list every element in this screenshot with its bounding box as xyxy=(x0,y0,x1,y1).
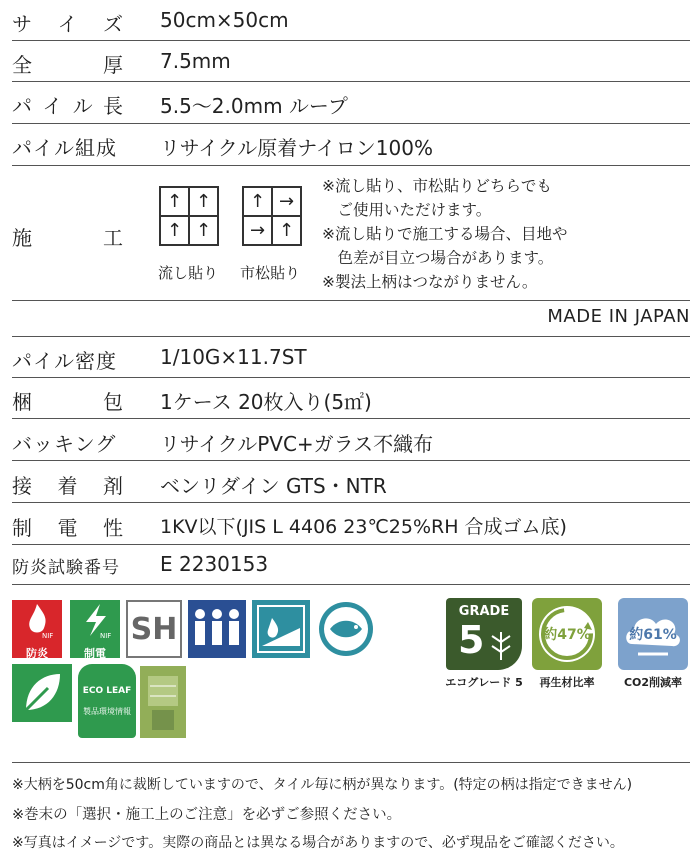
water-drop-icon xyxy=(252,600,310,658)
made-in-label: MADE IN JAPAN xyxy=(547,306,690,327)
label-char: サ xyxy=(12,12,33,36)
co2-reduction-label: CO2削減率 xyxy=(623,676,683,689)
note-line: ※製法上柄はつながりません。 xyxy=(322,273,538,291)
co2-percent: 約61% xyxy=(629,627,677,643)
eco-grade-icon xyxy=(446,598,522,670)
static-label: 制電 xyxy=(84,647,106,660)
eco-leaf-caption: 製品環境情報 xyxy=(83,707,131,716)
spec-row-packing xyxy=(12,378,690,419)
label-char: 施 xyxy=(12,226,33,250)
note-line: 色差が目立つ場合があります。 xyxy=(322,249,554,267)
spec-row-thickness xyxy=(12,41,690,82)
fish-ecology-icon xyxy=(316,600,376,658)
arrow-icon: ↑ xyxy=(272,216,301,245)
label-char: 着 xyxy=(57,474,79,498)
spec-value: 1ケース 20枚入り(5㎡) xyxy=(160,390,372,414)
arrow-icon: ↑ xyxy=(243,187,272,216)
label-char: イ xyxy=(42,94,64,118)
arrow-icon: → xyxy=(272,187,301,216)
spec-row-density xyxy=(12,336,690,378)
note-line: ※流し貼り、市松貼りどちらでも xyxy=(322,177,552,195)
building-certification-icon xyxy=(140,666,186,738)
sh-label: SH xyxy=(130,611,178,647)
spec-value: 1KV以下(JIS L 4406 23℃25%RH 合成ゴム底) xyxy=(160,516,567,538)
grade-title: GRADE xyxy=(458,604,510,619)
spec-value: リサイクルPVC+ガラス不織布 xyxy=(160,432,434,456)
spec-value: 50cm×50cm xyxy=(160,8,289,32)
sh-mark-icon xyxy=(126,600,182,658)
footnote: ※大柄を50cm角に裁断していますので、タイル毎に柄が異なります。(特定の柄は指定できません) xyxy=(12,777,633,793)
arrow-icon: ↑ xyxy=(189,216,218,245)
arrow-icon: ↑ xyxy=(160,216,189,245)
spec-label: パイル密度 xyxy=(12,349,117,373)
label-char: 性 xyxy=(103,516,124,540)
spec-value: ベンリダイン GTS・NTR xyxy=(160,474,387,498)
spec-row-pile-composition xyxy=(12,124,690,166)
label-char: 全 xyxy=(12,53,33,77)
spec-label xyxy=(12,512,124,541)
spec-label xyxy=(12,90,124,119)
footer-divider xyxy=(12,762,690,763)
spec-row-fire-test xyxy=(12,546,690,585)
arrow-icon: ↑ xyxy=(160,187,189,216)
label-char: 梱 xyxy=(12,390,33,414)
people-icon xyxy=(188,600,246,658)
spec-row-pile-length xyxy=(12,82,690,124)
label-char: イ xyxy=(57,12,79,36)
recycle-ratio-label: 再生材比率 xyxy=(539,676,595,689)
leaf-icon xyxy=(12,664,72,722)
label-char: 長 xyxy=(102,94,124,118)
installation-notes xyxy=(322,174,568,294)
label-char: ズ xyxy=(103,12,124,36)
spec-value: 7.5mm xyxy=(160,49,231,73)
label-char: 制 xyxy=(12,516,33,540)
svg-text:NIF: NIF xyxy=(100,632,112,640)
spec-row-antistatic xyxy=(12,504,690,545)
installation-caption: 流し貼り xyxy=(158,264,219,282)
label-char: 電 xyxy=(57,516,79,540)
spec-label: バッキング xyxy=(12,432,117,456)
label-char: 厚 xyxy=(103,53,124,77)
spec-value: E 2230153 xyxy=(160,552,269,576)
spec-value: リサイクル原着ナイロン100% xyxy=(160,136,433,160)
spec-value: 1/10G×11.7ST xyxy=(160,345,307,369)
spec-label xyxy=(12,49,124,78)
fire-label: 防炎 xyxy=(26,647,48,660)
label-char: 剤 xyxy=(103,474,124,498)
spec-label: パイル組成 xyxy=(12,136,117,160)
installation-caption: 市松貼り xyxy=(240,264,301,282)
antistatic-icon xyxy=(70,600,120,658)
co2-reduction-icon xyxy=(618,598,688,670)
spec-label xyxy=(12,8,124,37)
spec-row-adhesive xyxy=(12,462,690,503)
label-char: 接 xyxy=(12,474,33,498)
label-char: 工 xyxy=(103,226,124,250)
fire-retardant-icon xyxy=(12,600,62,658)
note-line: ご使用いただけます。 xyxy=(322,201,492,219)
spec-label xyxy=(12,222,124,251)
spec-value: 5.5〜2.0mm ループ xyxy=(160,94,348,118)
spec-label xyxy=(12,386,124,415)
spec-label: 防炎試験番号 xyxy=(12,558,120,578)
arrow-icon: ↑ xyxy=(189,187,218,216)
spec-label xyxy=(12,470,124,499)
recycle-percent: 約47% xyxy=(543,627,591,643)
recycle-ratio-icon xyxy=(532,598,602,670)
svg-text:NIF: NIF xyxy=(42,632,54,640)
spec-row-size xyxy=(12,0,690,41)
spec-row-installation xyxy=(12,166,690,301)
grade-number: 5 xyxy=(458,618,485,662)
installation-pattern-checker xyxy=(242,186,302,246)
eco-leaf-badge-icon xyxy=(78,664,136,738)
label-char: 包 xyxy=(103,390,124,414)
arrow-icon: → xyxy=(243,216,272,245)
label-char: ル xyxy=(72,94,94,118)
eco-grade-label: エコグレード 5 xyxy=(445,676,523,689)
label-char: パ xyxy=(12,94,33,118)
footnote: ※巻末の「選択・施工上のご注意」を必ずご参照ください。 xyxy=(12,807,402,823)
installation-pattern-straight xyxy=(159,186,219,246)
note-line: ※流し貼りで施工する場合、目地や xyxy=(322,225,568,243)
spec-row-backing xyxy=(12,420,690,461)
eco-leaf-brand: ECO LEAF xyxy=(82,686,132,696)
footnote: ※写真はイメージです。実際の商品とは異なる場合がありますので、必ず現品をご確認ください。 xyxy=(12,835,624,851)
